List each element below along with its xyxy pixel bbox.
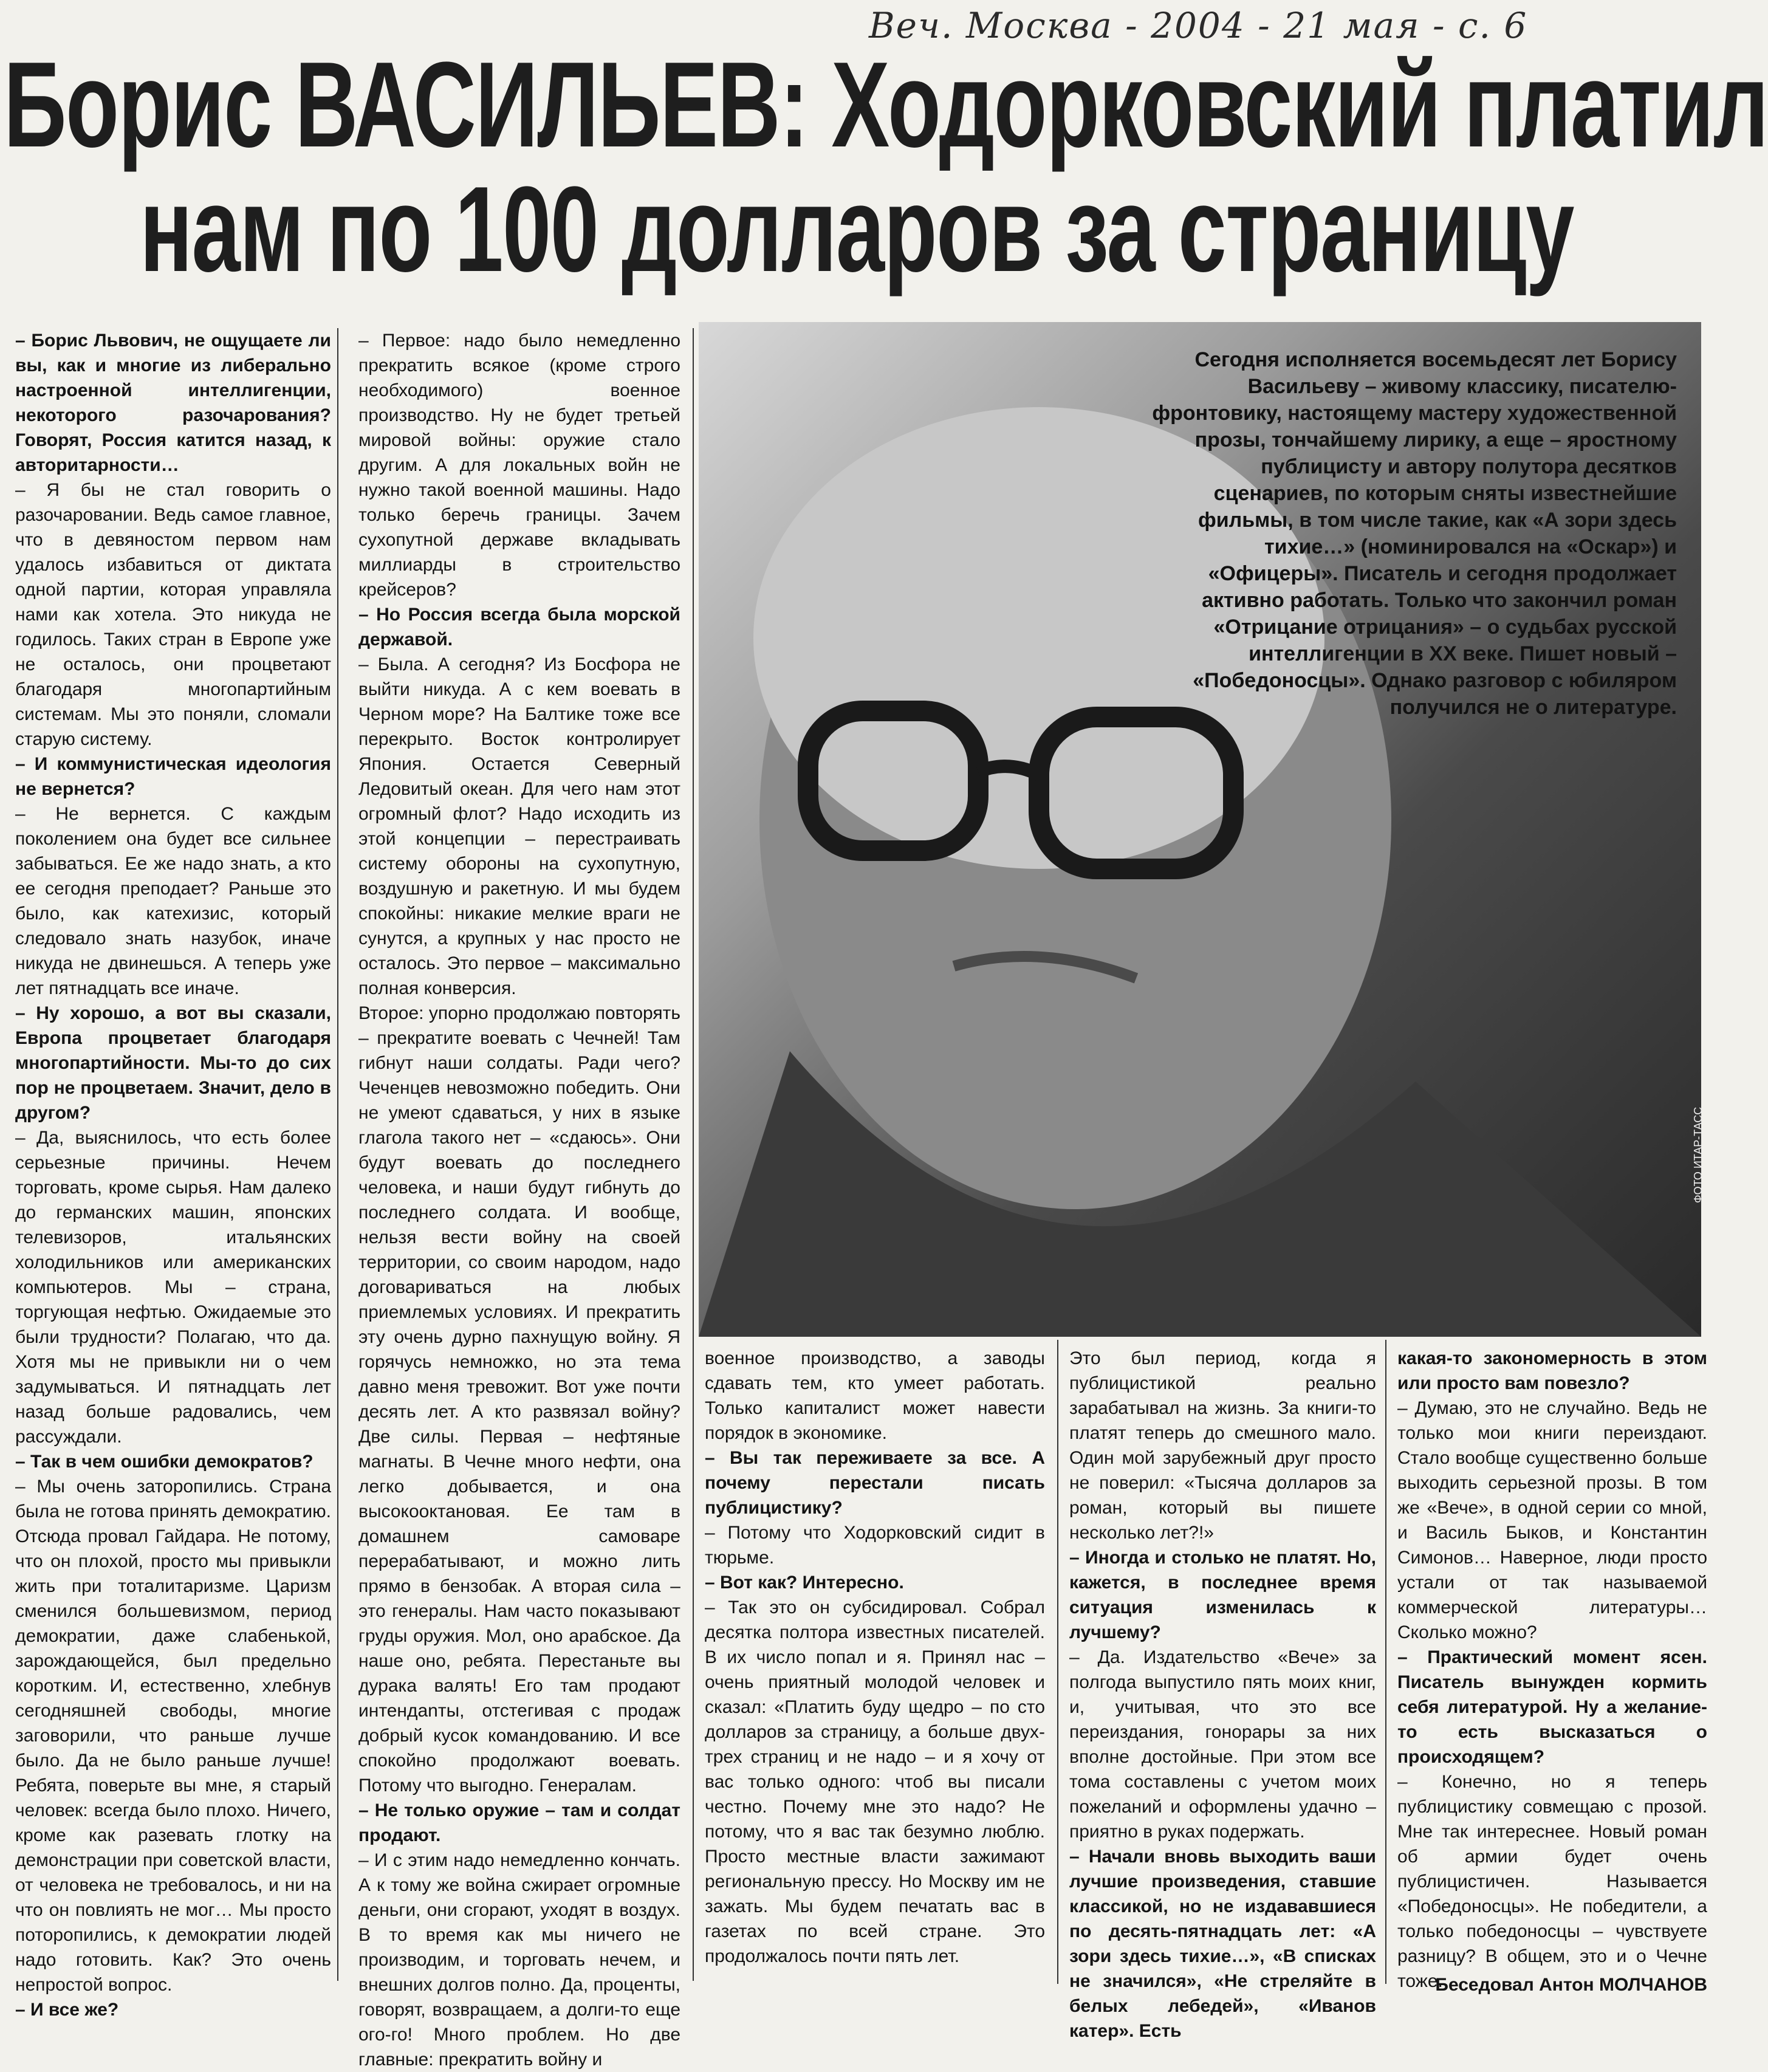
- paragraph: – И все же?: [15, 2000, 119, 2020]
- paragraph: – И коммунистическая идеология не вернется?: [15, 754, 331, 799]
- paragraph: – Вот как? Интересно.: [705, 1573, 904, 1593]
- paragraph: – Мы очень заторопились. Страна была не готова принять демократию. Отсюда провал Гайдара. Не потому, что он плохой, просто мы привыкли жить при тоталитаризме. Царизм сменился большевизмом, период демократии, даже слабенькой, зарождающейся, был предельно коротким. И, естественно, хлебнув сегодняшней свободы, многие заговорили, что раньше лучше было. Да не было раньше лучше! Ребята, поверьте вы мне, я старый человек: всегда было плохо. Ничего, кроме как разевать глотку на демонстрации при советской власти, от человека не требовалось, и ни на что он повлиять не мог… Мы просто поторопились, к демократии людей надо готовить. Как? Это очень непростой вопрос.: [15, 1477, 331, 1995]
- paragraph: – Не только оружие – там и солдат продают.: [358, 1800, 680, 1845]
- handwritten-note: Веч. Москва - 2004 - 21 мая - с. 6: [869, 5, 1528, 46]
- paragraph: – Так в чем ошибки демократов?: [15, 1452, 314, 1472]
- paragraph: Второе: упорно продолжаю повторять – прекратите воевать с Чечней! Там гибнут наши солдаты. Ради чего? Чеченцев невозможно победить. Они не умеют сдаваться, у них в языке глагола такого нет – «сдаюсь». Они будут воевать до последнего человека, и наши будут гибнуть до последнего солдата. И вообще, нельзя вести войну на своей территории, со своим народом, надо договариваться на любых приемлемых условиях. И прекратить эту очень дурно пахнущую войну. Я горячусь немножко, но эта тема давно меня тревожит. Вот уже почти десять лет. А кто развязал войну? Две силы. Первая – нефтяные магнаты. В Чечне много нефти, она легко добывается, и она высокооктановая. Ее там в домашнем самоваре перерабатывают, и можно лить прямо в бензобак. А вторая сила – это генералы. Нам часто показывают груды оружия. Мол, оно арабское. Да наше оно, ребята. Перестаньте вы дурака валять! Его там продают интендanты, отстегивая с продаж добрый кусок командованию. И все спокойно продолжают воевать. Потому что выгодно. Генералам.: [358, 1003, 680, 1796]
- article-column-4: [1069, 1346, 1376, 2041]
- lead-paragraph: Сегодня исполняется восемьдесят лет Борису Васильеву – живому классику, писателю-фронтовику, настоящему мастеру художественной прозы, тончайшему лирику, а еще – яростному публицисту и автору полутора десятков сценариев, по которым сняты известнейшие фильмы, в том числе такие, как «А зори здесь тихие…» (номинировался на «Оскар») и «Офицеры». Писатель и сегодня продолжает активно работать. Только что закончил роман «Отрицание отрицания» – о судьбах русской интеллигенции в XX веке. Пишет новый – «Победоносцы». Однако разговор с юбиляром получился не о литературе.: [1152, 348, 1677, 719]
- paragraph: – Но Россия всегда была морской державой.: [358, 605, 680, 650]
- paragraph: – Практический момент ясен. Писатель вынужден кормить себя литературой. Ну а желание-то есть высказаться о происходящем?: [1397, 1647, 1707, 1767]
- paragraph: – И с этим надо немедленно кончать. А к тому же война сжирает огромные деньги, они сгорают, уходят в воздух. В то время как мы ничего не производим, и торговать нечем, и внешних долгов полно. Да, проценты, говорят, возвращаем, а долги-то еще ого-го! Много проблем. Но две главные: прекратить войну и: [358, 1850, 680, 2070]
- paragraph: – Первое: надо было немедленно прекратить всякое (кроме строго необходимого) военное производство. Ну не будет третьей мировой войны: оружие стало другим. А для локальных войн не нужно такой военной машины. Надо только беречь границы. Зачем сухопутной державе вкладывать миллиарды в строительство крейсеров?: [358, 331, 680, 600]
- article-column-1: [15, 328, 331, 2020]
- paragraph: – Иногда и столько не платят. Но, кажется, в последнее время ситуация изменилась к лучшему?: [1069, 1548, 1376, 1642]
- paragraph: – Борис Львович, не ощущаете ли вы, как и многие из либерально настроенной интеллигенции, некоторого разочарования? Говорят, Россия катится назад, к авторитарности…: [15, 331, 331, 475]
- paragraph: – Думаю, это не случайно. Ведь не только мои книги переиздают. Стало вообще существенно больше выходить серьезной прозы. В том же «Вече», в одной серии со мной, и Василь Быков, и Константин Симонов… Наверное, люди просто устали от так называемой коммерческой литературы… Сколько можно?: [1397, 1398, 1707, 1642]
- paragraph: Это был период, когда я публицистикой реально зарабатывал на жизнь. За книги-то платят теперь до смешного мало. Один мой зарубежный друг просто не поверил: «Тысяча долларов за роман, который вы пишете несколько лет?!»: [1069, 1348, 1376, 1543]
- headline-line-1: Борис ВАСИЛЬЕВ: Ходорковский платил: [3, 37, 1768, 173]
- paragraph: – Не вернется. С каждым поколением она будет все сильнее забываться. Ее же надо знать, а кто ее сегодня преподает? Раньше это было, как катехизис, который следовало знать назубок, иначе никуда не двинешься. А теперь уже лет пятнадцать все иначе.: [15, 804, 331, 998]
- article-column-2: [358, 328, 680, 2070]
- paragraph: – Вы так переживаете за все. А почему перестали писать публицистику?: [705, 1448, 1045, 1518]
- paragraph: – Да, выяснилось, что есть более серьезные причины. Нечем торговать, кроме сырья. Нам далеко до германских машин, японских телевизоров, итальянских холодильников или американских компьютеров. Мы – страна, торгующая нефтью. Ожидаемые это были трудности? Полагаю, что да. Хотя мы не привыкли ни о чем задумываться. И пятнадцать лет назад больше радовались, чем рассуждали.: [15, 1128, 331, 1447]
- column-divider: [693, 328, 694, 1981]
- column-divider: [1385, 1340, 1386, 1984]
- paragraph: – Конечно, но я теперь публицистику совмещаю с прозой. Мне так интереснее. Новый роман об армии будет очень публицистичен. Называется «Победоносцы». Не победители, а только победоносцы – чувствуете разницу? В общем, это и о Чечне тоже.: [1397, 1772, 1707, 1991]
- paragraph: – Начали вновь выходить ваши лучшие произведения, ставшие классикой, но не издававшиеся по десять-пятнадцать лет: «А зори здесь тихие…», «В списках не значился», «Не стреляйте в белых лебедей», «Иванов катер». Есть: [1069, 1847, 1376, 2041]
- paragraph: какая-то закономерность в этом или просто вам повезло?: [1397, 1348, 1707, 1393]
- column-divider: [1057, 1340, 1058, 1984]
- paragraph: – Была. А сегодня? Из Босфора не выйти никуда. А с кем воевать в Черном море? На Балтике тоже все перекрыто. Восток контролирует Япония. Остается Северный Ледовитый океан. Для чего нам этот огромный флот? Надо исходить из этой концепции – перестраивать систему обороны на сухопутную, воздушную и ракетную. И мы будем спокойны: никакие мелкие враги не сунутся, а крупных у нас просто не осталось. Это первое – максимально полная конверсия.: [358, 654, 680, 998]
- byline: Беседовал Антон МОЛЧАНОВ: [1435, 1975, 1707, 1995]
- article-column-3: [705, 1346, 1045, 1999]
- paragraph: – Потому что Ходорковский сидит в тюрьме.: [705, 1523, 1045, 1568]
- paragraph: военное производство, а заводы сдавать тем, кто умеет работать. Только капиталист может навести порядок в экономике.: [705, 1348, 1045, 1443]
- paragraph: – Ну хорошо, а вот вы сказали, Европа процветает благодаря многопартийности. Мы-то до сих пор не процветаем. Значит, дело в другом?: [15, 1003, 331, 1123]
- headline-line-2: нам по 100 долларов за страницу: [140, 162, 1574, 297]
- paragraph: – Так это он субсидировал. Собрал десятка полтора известных писателей. В их число попал и я. Принял нас – очень приятный молодой человек и сказал: «Платить буду щедро – по сто долларов за страницу, а больше двух-трех страниц и не надо – и я хочу от вас только одного: чтоб вы писали честно. Почему мне это надо? Не потому, что я вас так безумно люблю. Просто местные власти зажимают региональную прессу. Но Москву им не зажать. Мы будем печатать вас в газетах по всей стране. Это продолжалось почти пять лет.: [705, 1597, 1045, 1966]
- headline: [3, 37, 1768, 298]
- column-divider: [337, 328, 338, 1981]
- photo-credit: ФОТО ИТАР-ТАСС: [1692, 1106, 1704, 1203]
- paragraph: – Я бы не стал говорить о разочаровании. Ведь самое главное, что в девяностом первом нам удалось избавиться от диктата одной партии, которая управляла нами как хотела. Это никуда не годилось. Таких стран в Европе уже не осталось, они процветают благодаря многопартийным системам. Мы это поняли, сломали старую систему.: [15, 480, 331, 749]
- paragraph: – Да. Издательство «Вече» за полгода выпустило пять моих книг, и, учитывая, что это все переиздания, гонорары за них вполне достойные. При этом все тома составлены с учетом моих пожеланий и оформлены удачно – приятно в руках подержать.: [1069, 1647, 1376, 1842]
